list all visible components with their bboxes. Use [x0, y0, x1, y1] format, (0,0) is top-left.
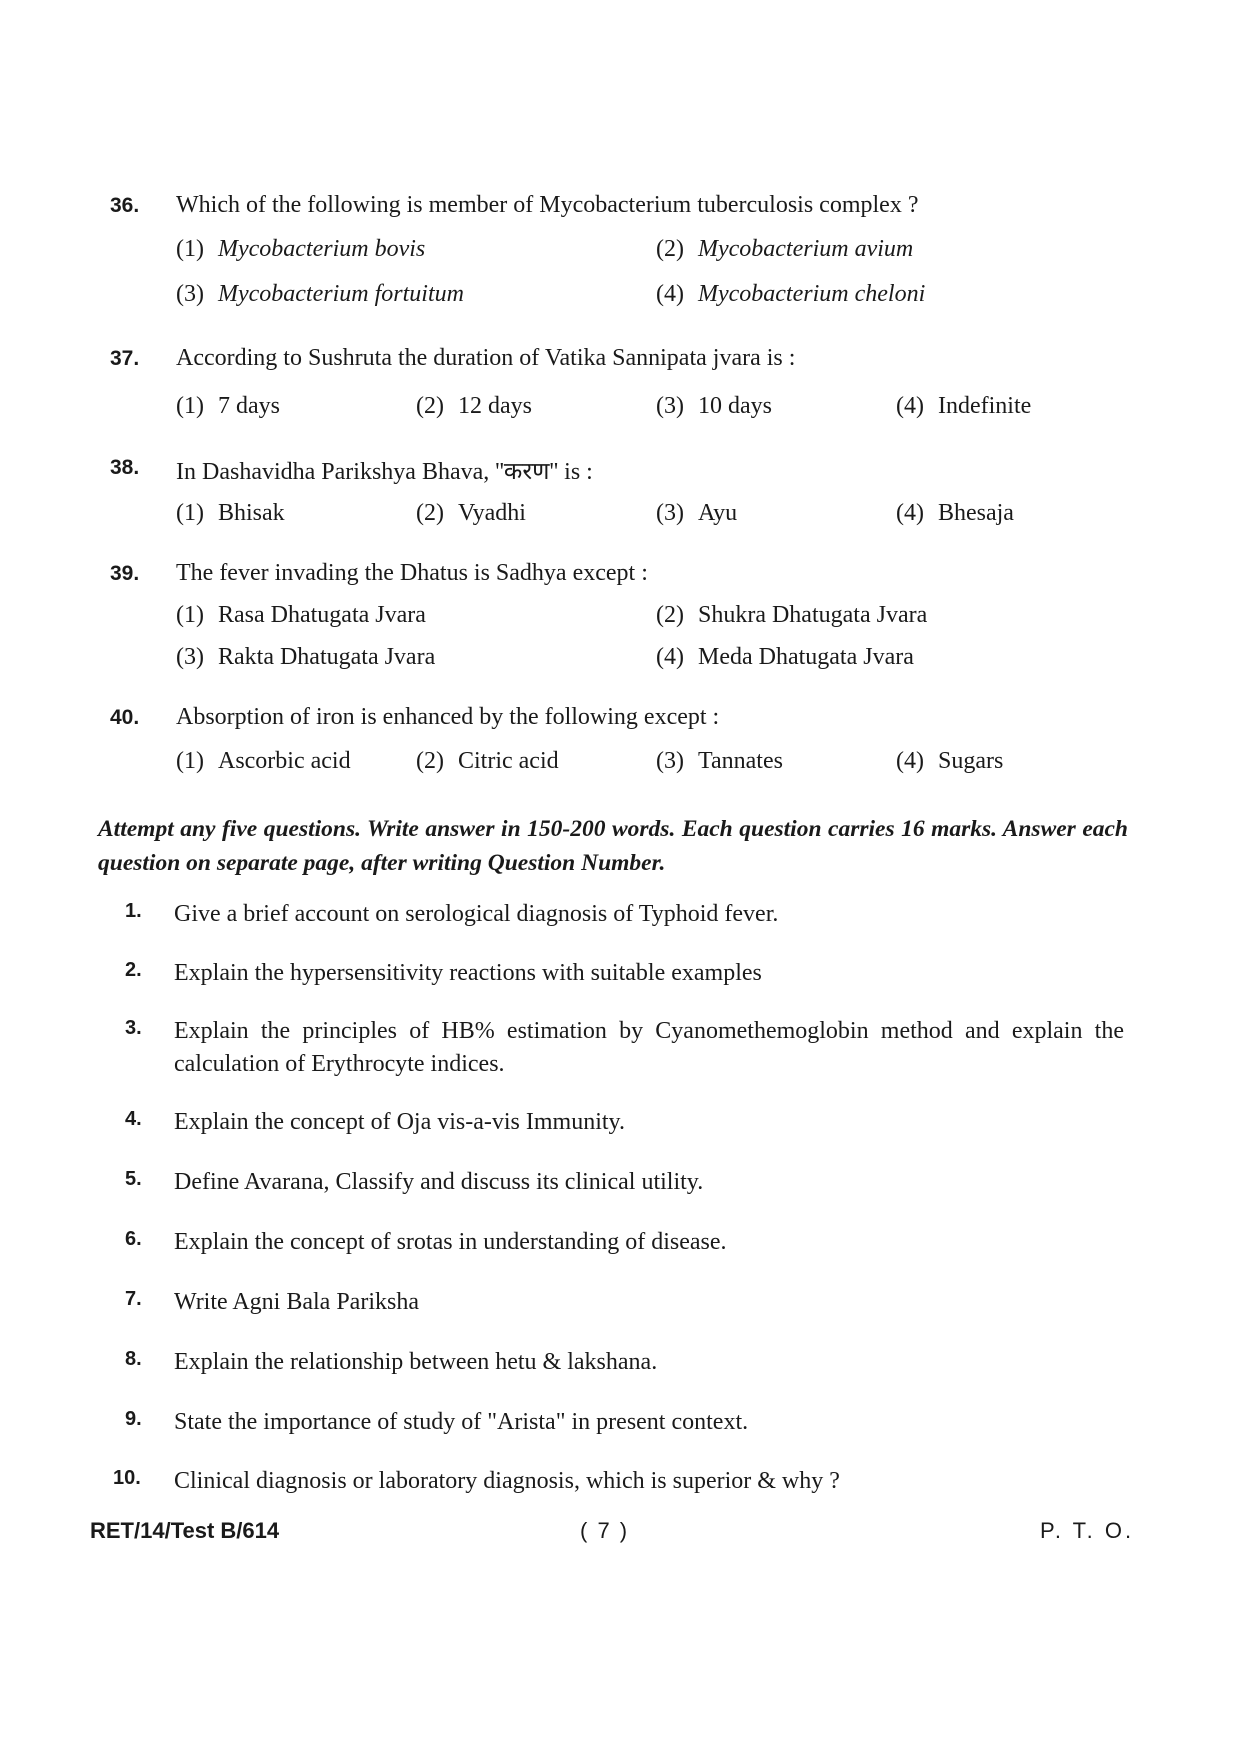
question-text: Which of the following is member of Mycobacterium tuberculosis complex ?: [176, 192, 919, 218]
option-3: (3) Mycobacterium fortuitum: [176, 281, 464, 307]
option-1: (1) 7 days: [176, 393, 280, 419]
question-number: 36.: [110, 194, 140, 217]
please-turn-over: P. T. O.: [1040, 1518, 1135, 1543]
option-4: (4) Bhesaja: [896, 500, 1014, 526]
section-instructions: Attempt any five questions. Write answer in 150-200 words. Each question carries 16 marks. Answer each question on separate page, after writing Question Number.: [98, 816, 1128, 876]
option-3: (3) Ayu: [656, 500, 738, 526]
option-4: (4) Indefinite: [896, 393, 1032, 419]
paper-code: RET/14/Test B/614: [90, 1518, 280, 1543]
option-2: (2) Shukra Dhatugata Jvara: [656, 602, 928, 628]
option-2: (2) Citric acid: [416, 748, 559, 774]
option-4: (4) Sugars: [896, 748, 1004, 774]
option-4: (4) Mycobacterium cheloni: [656, 281, 926, 307]
option-3: (3) Rakta Dhatugata Jvara: [176, 644, 436, 670]
option-1: (1) Ascorbic acid: [176, 748, 351, 774]
question-text: Absorption of iron is enhanced by the following except :: [176, 704, 720, 730]
option-4: (4) Meda Dhatugata Jvara: [656, 644, 914, 670]
question-number: 38.: [110, 456, 140, 479]
question-text: The fever invading the Dhatus is Sadhya except :: [176, 560, 648, 586]
option-1: (1) Bhisak: [176, 500, 285, 526]
question-number: 37.: [110, 347, 140, 370]
question-text: In Dashavidha Parikshya Bhava, ''करण'' is :: [176, 459, 593, 485]
option-2: (2) Vyadhi: [416, 500, 526, 526]
exam-page: 36. Which of the following is member of Mycobacterium tuberculosis complex ? (1) Mycobacterium bovis (2) Mycobacterium avium (3) Mycobacterium fortuitum (4) Mycobacterium cheloni 37. According to Sushruta the duration of Vatika Sannipata jvara is : (1) 7 days (2) 12 days (3) 10 days (4) Indefinite 38. In Dashavidha Parikshya Bhava, ''करण'' is : (1) Bhisak (2) Vyadhi (3) Ayu (4) Bhesaja 39. The fever invading the Dhatus is Sadhya except : (1) Rasa Dhatugata Jvara (2) Shukra Dhatugata Jvara (3) Rakta Dhatugata Jvara (4) Meda Dhatugata Jvara 40. Absorption of iron is enhanced by the following except : (1) Ascorbic acid (2) Citric acid (3) Tannates (4) Sugars Attempt any five questions. Write answer in 150-200 words. Each question carries 16 marks. Answer each question on separate page, after writing Question Number. 1. Give a brief account on serological diagnosis of Typhoid fever. 2. Explain the hypersensitivity reactions with suitable examples 3. Explain the principles of HB% estimation by Cyanomethemoglobin method and explain the calculation of Erythrocyte indices. 4. Explain the concept of Oja vis-a-vis Immunity. 5. Define Avarana, Classify and discuss its clinical utility. 6. Explain the concept of srotas in understanding of disease. 7. Write Agni Bala Pariksha 8. Explain the relationship between hetu & lakshana. 9. State the importance of study of "Arista" in present context. 10. Clinical diagnosis or laboratory diagnosis, which is superior & why ? RET/14/Test B/614 ( 7 ) P. T. O.: [90, 192, 1135, 1543]
option-3: (3) Tannates: [656, 748, 783, 774]
page-number: ( 7 ): [580, 1518, 630, 1543]
option-2: (2) Mycobacterium avium: [656, 236, 914, 262]
question-text: According to Sushruta the duration of Vatika Sannipata jvara is :: [176, 345, 796, 371]
question-number: 40.: [110, 706, 140, 729]
question-number: 39.: [110, 562, 140, 585]
option-1: (1) Rasa Dhatugata Jvara: [176, 602, 426, 628]
option-2: (2) 12 days: [416, 393, 532, 419]
option-1: (1) Mycobacterium bovis: [176, 236, 426, 262]
option-3: (3) 10 days: [656, 393, 772, 419]
